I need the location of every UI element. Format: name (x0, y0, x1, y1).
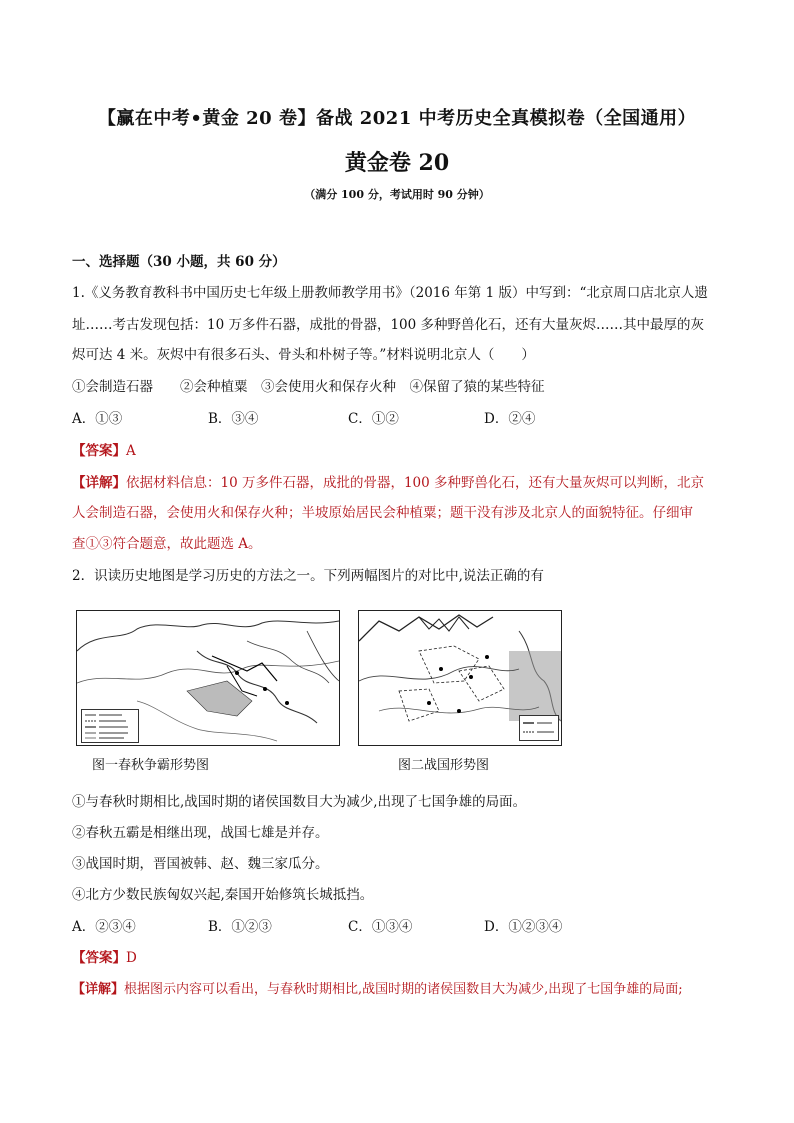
answer-tag: 【答案】 (72, 443, 126, 459)
q1-stem-line-2: 址……考古发现包括：10 万多件石器，成批的骨器，100 多种野兽化石，还有大量灰烬……其中最厚的灰 (72, 317, 705, 333)
detail-tag: 【详解】 (72, 475, 126, 491)
q2-stem: 2．识读历史地图是学习历史的方法之一。下列两幅图片的对比中,说法正确的有 (72, 568, 544, 584)
answer-value: D (126, 950, 137, 966)
answer-value: A (126, 443, 136, 459)
q1-stem-line-3: 烬可达 4 米。灰烬中有很多石头、骨头和朴树子等。”材料说明北京人（ ） (72, 347, 535, 363)
map-1-legend (81, 709, 139, 743)
detail-text: 依据材料信息：10 万多件石器，成批的骨器，100 多种野兽化石，还有大量灰烬可以判断，北京 (126, 475, 705, 491)
q2-option-d: D．①②③④ (484, 919, 563, 935)
q1-stem-line-1: 1.《义务教育教科书中国历史七年级上册教师教学用书》（2016 年第 1 版）中写到：“北京周口店北京人遗 (72, 285, 708, 301)
q1-detail-line-1 (72, 473, 704, 493)
q1-answer (72, 441, 136, 461)
q2-option-a: A．②③④ (72, 919, 136, 935)
map-2-caption: 图二战国形势图 (398, 758, 490, 773)
q2-statement-3: ③战国时期，晋国被韩、赵、魏三家瓜分。 (72, 856, 329, 872)
q1-option-d: D．②④ (484, 411, 536, 427)
map-1-caption: 图一春秋争霸形势图 (92, 758, 210, 773)
paper-subtitle: 黄金卷 20 (344, 150, 450, 176)
map-warring-states (358, 610, 562, 746)
map-1-legend-lines (82, 710, 138, 742)
q1-option-c: C．①② (348, 411, 399, 427)
exam-note: （满分 100 分，考试用时 90 分钟） (304, 188, 490, 201)
q2-statement-1: ①与春秋时期相比,战国时期的诸侯国数目大为减少,出现了七国争雄的局面。 (72, 794, 527, 810)
q2-answer (72, 948, 137, 968)
detail-tag: 【详解】 (72, 982, 125, 997)
q2-statement-4: ④北方少数民族匈奴兴起,秦国开始修筑长城抵挡。 (72, 887, 374, 903)
answer-tag: 【答案】 (72, 950, 126, 966)
detail-text: 根据图示内容可以看出，与春秋时期相比,战国时期的诸侯国数目大为减少,出现了七国争雄的局面; (124, 982, 683, 997)
q1-detail-line-3: 查①③符合题意，故此题选 A。 (72, 536, 262, 552)
q1-option-b: B．③④ (208, 411, 259, 427)
q1-detail-line-2: 人会制造石器，会使用火和保存火种；半坡原始居民会种植粟；题干没有涉及北京人的面貌特征。仔细审 (72, 505, 693, 521)
page-title: 【赢在中考•黄金 20 卷】备战 2021 中考历史全真模拟卷（全国通用） (97, 108, 697, 129)
q2-option-b: B．①②③ (208, 919, 272, 935)
map-spring-autumn (76, 610, 340, 746)
section-heading: 一、选择题（30 小题，共 60 分） (72, 254, 286, 270)
q1-items: ①会制造石器 ②会种植粟 ③会使用火和保存火种 ④保留了猿的某些特征 (72, 379, 545, 395)
q2-detail-line-1 (72, 980, 683, 1000)
map-2-legend (519, 715, 559, 741)
q2-statement-2: ②春秋五霸是相继出现，战国七雄是并存。 (72, 825, 329, 841)
q1-option-a: A．①③ (72, 411, 123, 427)
q2-option-c: C．①③④ (348, 919, 413, 935)
map-2-legend-lines (520, 716, 558, 740)
